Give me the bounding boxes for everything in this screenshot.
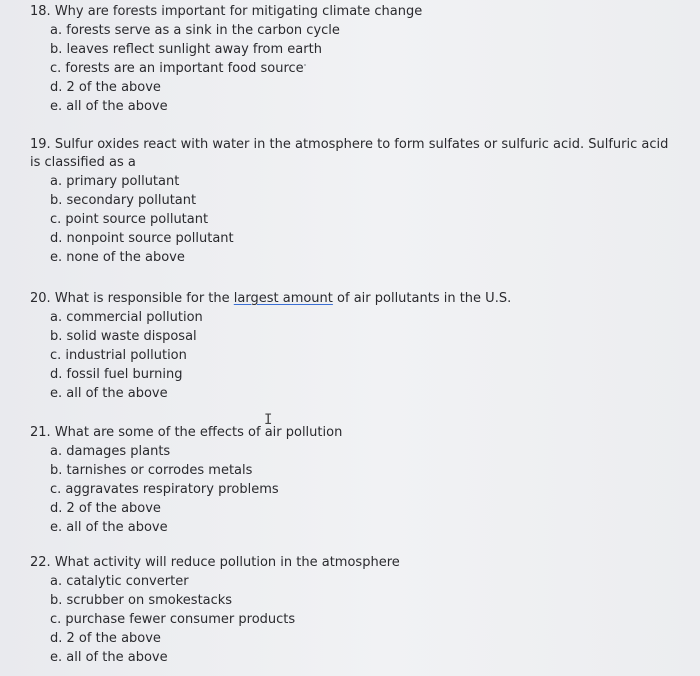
- option-e: e. all of the above: [50, 520, 168, 536]
- option-e: e. all of the above: [50, 386, 168, 402]
- options-list: [30, 442, 680, 537]
- option-b: b. solid waste disposal: [50, 329, 197, 345]
- options-list: [30, 572, 680, 667]
- option-b: b. scrubber on smokestacks: [50, 593, 233, 609]
- options-list: [30, 172, 680, 267]
- option-c: c. aggravates respiratory problems: [50, 482, 279, 498]
- options-list: [30, 308, 680, 403]
- question-stem: [30, 3, 680, 21]
- option-d: d. 2 of the above: [50, 80, 161, 96]
- question-number: 22.: [30, 555, 51, 570]
- option-c: c. industrial pollution: [50, 348, 187, 364]
- question-prompt: Sulfur oxides react with water in the atmosphere to form sulfates or sulfuric acid. Sulfuric acid is classified as a: [30, 137, 669, 170]
- stray-dot: [304, 64, 306, 66]
- question-number: 18.: [30, 4, 51, 19]
- option-a: a. commercial pollution: [50, 310, 203, 325]
- option-e: e. none of the above: [50, 250, 185, 266]
- option-b: b. tarnishes or corrodes metals: [50, 463, 253, 479]
- question-18: [30, 3, 680, 116]
- option-c: c. point source pollutant: [50, 212, 209, 228]
- option-a: a. forests serve as a sink in the carbon cycle: [50, 23, 340, 38]
- question-prompt: What are some of the effects of air pollution: [54, 425, 343, 440]
- question-prompt: Why are forests important for mitigating climate change: [54, 4, 423, 19]
- question-prompt-end: of air pollutants in the U.S.: [337, 291, 512, 306]
- question-prompt: What activity will reduce pollution in the atmosphere: [54, 555, 400, 570]
- option-c: c. purchase fewer consumer products: [50, 612, 296, 628]
- option-b: b. leaves reflect sunlight away from earth: [50, 42, 322, 58]
- question-22: [30, 554, 680, 667]
- question-number: 21.: [30, 425, 51, 440]
- question-number: 19.: [30, 137, 51, 152]
- text-cursor-icon: I: [264, 412, 273, 428]
- question-19: [30, 136, 680, 267]
- option-a: a. catalytic converter: [50, 574, 189, 589]
- options-list: [30, 21, 680, 116]
- option-d: d. nonpoint source pollutant: [50, 231, 234, 247]
- option-d: d. 2 of the above: [50, 631, 161, 647]
- option-e: e. all of the above: [50, 99, 168, 115]
- question-prompt-start: What is responsible for the: [54, 291, 230, 306]
- underlined-phrase: largest amount: [233, 291, 333, 306]
- question-20: [30, 290, 680, 403]
- question-stem: [30, 424, 680, 442]
- option-b: b. secondary pollutant: [50, 193, 197, 209]
- question-21: [30, 424, 680, 537]
- question-number: 20.: [30, 291, 51, 306]
- option-a: a. primary pollutant: [50, 174, 180, 189]
- question-stem: [30, 554, 680, 572]
- option-a: a. damages plants: [50, 444, 171, 459]
- question-stem: [30, 136, 680, 172]
- option-d: d. 2 of the above: [50, 501, 161, 517]
- question-stem: [30, 290, 680, 308]
- option-d: d. fossil fuel burning: [50, 367, 183, 383]
- option-e: e. all of the above: [50, 650, 168, 666]
- option-c: c. forests are an important food source: [50, 61, 304, 77]
